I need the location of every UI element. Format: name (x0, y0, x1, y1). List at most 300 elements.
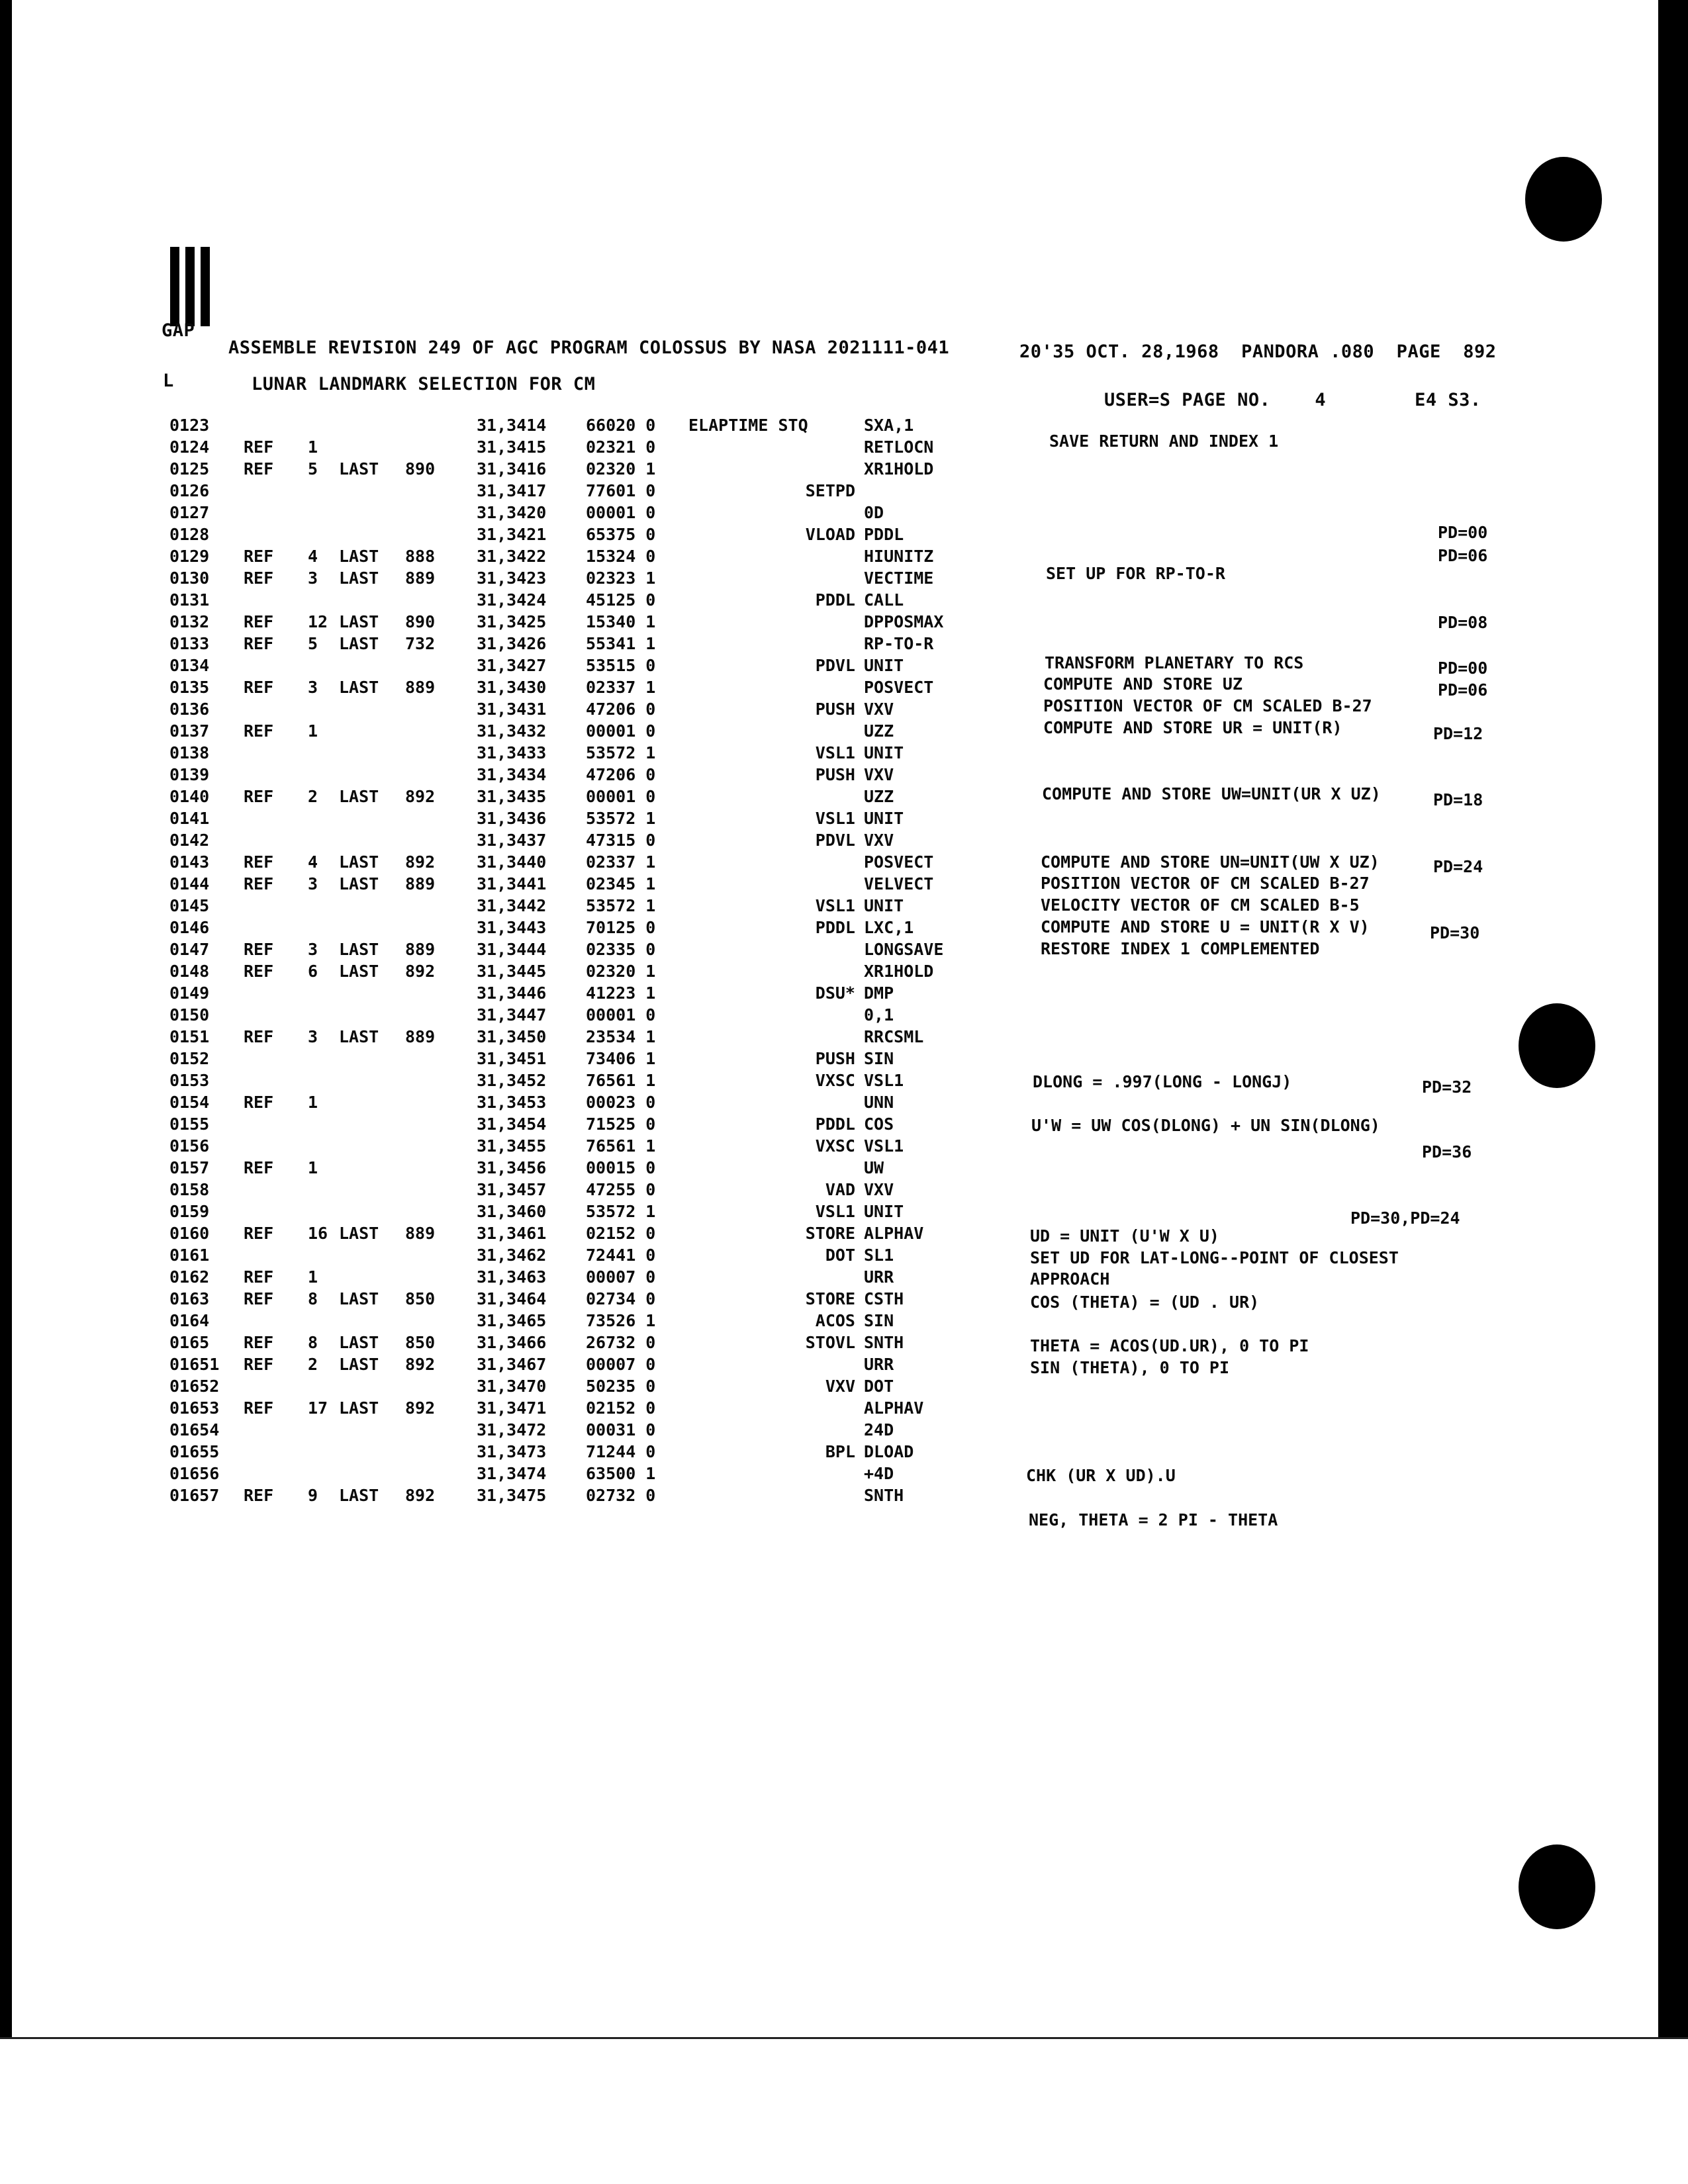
listing-row (0, 678, 980, 700)
pushdown-comment: PD=30,PD=24 (1350, 1208, 1460, 1228)
listing-row (0, 1136, 980, 1158)
listing-row (0, 503, 980, 525)
listing-ref: REF (244, 1224, 274, 1243)
listing-last: LAST (339, 634, 379, 653)
comment: SET UD FOR LAT-LONG--POINT OF CLOSEST (1030, 1248, 1399, 1267)
listing-row (0, 1398, 980, 1420)
listing-operand: SIN (864, 1311, 894, 1330)
listing-op: STOVL (805, 1333, 855, 1352)
listing-addr: 31,3416 (477, 459, 547, 478)
listing-row (0, 743, 980, 765)
listing-row (0, 416, 980, 437)
listing-row (0, 1311, 980, 1333)
listing-ref: REF (244, 962, 274, 981)
listing-row (0, 1224, 980, 1246)
listing-row (0, 787, 980, 809)
listing-op: DOT (825, 1246, 855, 1265)
listing-addr: 31,3432 (477, 721, 547, 741)
listing-op: PDDL (815, 1115, 855, 1134)
listing-ref: REF (244, 940, 274, 959)
listing-addr: 31,3440 (477, 852, 547, 872)
listing-last: LAST (339, 1398, 379, 1418)
listing-row (0, 765, 980, 787)
section-title: LUNAR LANDMARK SELECTION FOR CM (252, 374, 596, 394)
listing-op: VLOAD (805, 525, 855, 544)
listing-ref: REF (244, 437, 274, 457)
listing-word: 66020 0 (586, 416, 656, 435)
listing-last: LAST (339, 1027, 379, 1046)
listing-addr: 31,3473 (477, 1442, 547, 1461)
listing-addr: 31,3472 (477, 1420, 547, 1439)
listing-addr: 31,3455 (477, 1136, 547, 1156)
listing-refn: 8 (308, 1333, 318, 1352)
listing-addr: 31,3462 (477, 1246, 547, 1265)
listing-word: 41223 1 (586, 983, 656, 1003)
listing-word: 76561 1 (586, 1136, 656, 1156)
listing-last: LAST (339, 874, 379, 893)
listing-operand: UZZ (864, 721, 894, 741)
listing-line: 0155 (169, 1115, 210, 1134)
listing-refn: 4 (308, 852, 318, 872)
listing-lastn: 892 (405, 1398, 436, 1418)
listing-operand: DMP (864, 983, 894, 1003)
scan-edge-right (1658, 0, 1688, 2038)
listing-operand: SL1 (864, 1246, 894, 1265)
listing-addr: 31,3461 (477, 1224, 547, 1243)
listing-row (0, 896, 980, 918)
listing-last: LAST (339, 1224, 379, 1243)
listing-addr: 31,3460 (477, 1202, 547, 1221)
listing-line: 01657 (169, 1486, 220, 1505)
listing-row (0, 1464, 980, 1486)
comment: POSITION VECTOR OF CM SCALED B-27 (1043, 696, 1372, 715)
listing-row (0, 983, 980, 1005)
listing-word: 63500 1 (586, 1464, 656, 1483)
listing-line: 0123 (169, 416, 210, 435)
listing-row (0, 721, 980, 743)
listing-line: 0157 (169, 1158, 210, 1177)
listing-operand: VXV (864, 831, 894, 850)
listing-word: 71244 0 (586, 1442, 656, 1461)
listing-row (0, 700, 980, 721)
listing-op: VXV (825, 1377, 855, 1396)
listing-op: STORE (805, 1289, 855, 1308)
corner-code: GAP (162, 320, 195, 341)
listing-line: 0159 (169, 1202, 210, 1221)
listing-word: 47255 0 (586, 1180, 656, 1199)
listing-last: LAST (339, 459, 379, 478)
listing-op: DSU* (815, 983, 855, 1003)
listing-word: 00007 0 (586, 1355, 656, 1374)
listing-row (0, 918, 980, 940)
listing-line: 0127 (169, 503, 210, 522)
listing-addr: 31,3441 (477, 874, 547, 893)
listing-word: 00031 0 (586, 1420, 656, 1439)
listing-ref: REF (244, 1486, 274, 1505)
listing-op: PDDL (815, 918, 855, 937)
listing-lastn: 850 (405, 1289, 436, 1308)
listing-addr: 31,3475 (477, 1486, 547, 1505)
listing-op: PUSH (815, 1049, 855, 1068)
listing-word: 65375 0 (586, 525, 656, 544)
listing-operand: UNN (864, 1093, 894, 1112)
printer-mark (185, 247, 195, 326)
listing-row (0, 1289, 980, 1311)
listing-operand: VSL1 (864, 1071, 904, 1090)
listing-operand: ALPHAV (864, 1224, 924, 1243)
listing-lastn: 892 (405, 852, 436, 872)
listing-line: 0151 (169, 1027, 210, 1046)
listing-line: 0145 (169, 896, 210, 915)
listing-operand: VSL1 (864, 1136, 904, 1156)
listing-operand: POSVECT (864, 852, 934, 872)
listing-line: 0154 (169, 1093, 210, 1112)
comment: SAVE RETURN AND INDEX 1 (1049, 432, 1279, 451)
comment: COS (THETA) = (UD . UR) (1030, 1293, 1260, 1312)
listing-line: 01655 (169, 1442, 220, 1461)
listing-operand: DLOAD (864, 1442, 914, 1461)
listing-addr: 31,3443 (477, 918, 547, 937)
listing-addr: 31,3427 (477, 656, 547, 675)
listing-operand: UNIT (864, 656, 904, 675)
listing-operand: UNIT (864, 743, 904, 762)
listing-row (0, 569, 980, 590)
listing-ref: REF (244, 787, 274, 806)
listing-row (0, 1005, 980, 1027)
listing-refn: 3 (308, 874, 318, 893)
listing-row (0, 1158, 980, 1180)
listing-ref: REF (244, 1027, 274, 1046)
listing-row (0, 809, 980, 831)
listing-refn: 8 (308, 1289, 318, 1308)
listing-line: 0160 (169, 1224, 210, 1243)
pushdown-comment: PD=18 (1433, 790, 1483, 809)
comment: COMPUTE AND STORE UW=UNIT(UR X UZ) (1042, 784, 1381, 803)
listing-op: ACOS (815, 1311, 855, 1330)
listing-operand: CALL (864, 590, 904, 610)
listing-line: 01653 (169, 1398, 220, 1418)
listing-last: LAST (339, 569, 379, 588)
listing-line: 0163 (169, 1289, 210, 1308)
listing-row (0, 1049, 980, 1071)
listing-word: 76561 1 (586, 1071, 656, 1090)
listing-addr: 31,3436 (477, 809, 547, 828)
listing-line: 0148 (169, 962, 210, 981)
printer-mark (170, 247, 179, 326)
listing-label: ELAPTIME STQ (688, 416, 808, 435)
listing-ref: REF (244, 459, 274, 478)
listing-word: 02152 0 (586, 1224, 656, 1243)
listing-word: 47206 0 (586, 765, 656, 784)
listing-line: 0131 (169, 590, 210, 610)
listing-word: 23534 1 (586, 1027, 656, 1046)
scan-edge-bottom (0, 2037, 1688, 2039)
listing-word: 77601 0 (586, 481, 656, 500)
listing-line: 0140 (169, 787, 210, 806)
listing-line: 0149 (169, 983, 210, 1003)
listing-last: LAST (339, 852, 379, 872)
listing-operand: VXV (864, 700, 894, 719)
listing-word: 00001 0 (586, 1005, 656, 1024)
listing-row (0, 874, 980, 896)
listing-addr: 31,3421 (477, 525, 547, 544)
comment: SET UP FOR RP-TO-R (1046, 564, 1225, 583)
listing-refn: 1 (308, 437, 318, 457)
listing-addr: 31,3464 (477, 1289, 547, 1308)
listing-last: LAST (339, 787, 379, 806)
listing-operand: CSTH (864, 1289, 904, 1308)
listing-refn: 9 (308, 1486, 318, 1505)
listing-row (0, 1486, 980, 1508)
listing-line: 0125 (169, 459, 210, 478)
comment: U'W = UW COS(DLONG) + UN SIN(DLONG) (1031, 1116, 1380, 1135)
listing-refn: 1 (308, 721, 318, 741)
listing-operand: VELVECT (864, 874, 934, 893)
listing-line: 0147 (169, 940, 210, 959)
listing-line: 0135 (169, 678, 210, 697)
comment: UD = UNIT (U'W X U) (1030, 1226, 1219, 1246)
listing-refn: 3 (308, 1027, 318, 1046)
assembly-title: ASSEMBLE REVISION 249 OF AGC PROGRAM COLOSSUS BY NASA 2021111-041 (228, 338, 950, 358)
listing-line: 0133 (169, 634, 210, 653)
listing-lastn: 889 (405, 1027, 436, 1046)
listing-lastn: 732 (405, 634, 436, 653)
listing-refn: 12 (308, 612, 328, 631)
assembly-listing (0, 416, 980, 1508)
listing-word: 02323 1 (586, 569, 656, 588)
comment: POSITION VECTOR OF CM SCALED B-27 (1041, 874, 1370, 893)
listing-addr: 31,3434 (477, 765, 547, 784)
listing-row (0, 1180, 980, 1202)
listing-line: 0165 (169, 1333, 210, 1352)
listing-ref: REF (244, 1333, 274, 1352)
listing-last: LAST (339, 678, 379, 697)
listing-line: 0136 (169, 700, 210, 719)
listing-operand: POSVECT (864, 678, 934, 697)
listing-operand: RRCSML (864, 1027, 924, 1046)
listing-word: 02320 1 (586, 459, 656, 478)
listing-line: 0130 (169, 569, 210, 588)
listing-operand: COS (864, 1115, 894, 1134)
listing-operand: 24D (864, 1420, 894, 1439)
listing-row (0, 1333, 980, 1355)
listing-operand: UNIT (864, 1202, 904, 1221)
punch-hole-bottom (1519, 1844, 1595, 1929)
listing-line: 0137 (169, 721, 210, 741)
listing-ref: REF (244, 1093, 274, 1112)
listing-lastn: 890 (405, 612, 436, 631)
listing-addr: 31,3425 (477, 612, 547, 631)
listing-op: VSL1 (815, 809, 855, 828)
listing-word: 00001 0 (586, 787, 656, 806)
pushdown-comment: PD=06 (1438, 546, 1488, 565)
pushdown-comment: PD=30 (1430, 923, 1480, 942)
listing-row (0, 852, 980, 874)
listing-addr: 31,3417 (477, 481, 547, 500)
listing-operand: VXV (864, 1180, 894, 1199)
listing-addr: 31,3445 (477, 962, 547, 981)
listing-ref: REF (244, 874, 274, 893)
listing-ref: REF (244, 1398, 274, 1418)
listing-word: 00015 0 (586, 1158, 656, 1177)
listing-line: 0128 (169, 525, 210, 544)
listing-line: 0142 (169, 831, 210, 850)
listing-line: 0141 (169, 809, 210, 828)
listing-row (0, 590, 980, 612)
pushdown-comment: PD=00 (1438, 659, 1488, 678)
pushdown-comment: PD=12 (1433, 724, 1483, 743)
comment: APPROACH (1030, 1269, 1110, 1289)
listing-lastn: 850 (405, 1333, 436, 1352)
listing-word: 72441 0 (586, 1246, 656, 1265)
listing-word: 02337 1 (586, 852, 656, 872)
listing-ref: REF (244, 1267, 274, 1287)
listing-row (0, 831, 980, 852)
listing-op: BPL (825, 1442, 855, 1461)
listing-row (0, 612, 980, 634)
listing-addr: 31,3450 (477, 1027, 547, 1046)
listing-operand: SIN (864, 1049, 894, 1068)
listing-addr: 31,3463 (477, 1267, 547, 1287)
listing-lastn: 889 (405, 569, 436, 588)
comment: CHK (UR X UD).U (1026, 1466, 1176, 1485)
listing-operand: SXA,1 (864, 416, 914, 435)
listing-row (0, 634, 980, 656)
listing-operand: LXC,1 (864, 918, 914, 937)
listing-word: 53572 1 (586, 809, 656, 828)
listing-op: PDVL (815, 831, 855, 850)
listing-op: VSL1 (815, 743, 855, 762)
listing-addr: 31,3444 (477, 940, 547, 959)
listing-addr: 31,3414 (477, 416, 547, 435)
listing-addr: 31,3446 (477, 983, 547, 1003)
listing-line: 01651 (169, 1355, 220, 1374)
listing-last: LAST (339, 612, 379, 631)
listing-op: VXSC (815, 1136, 855, 1156)
listing-row (0, 1442, 980, 1464)
listing-refn: 5 (308, 459, 318, 478)
listing-refn: 4 (308, 547, 318, 566)
listing-word: 73526 1 (586, 1311, 656, 1330)
listing-operand: VECTIME (864, 569, 934, 588)
listing-row (0, 1071, 980, 1093)
listing-word: 53572 1 (586, 896, 656, 915)
listing-word: 45125 0 (586, 590, 656, 610)
listing-refn: 1 (308, 1158, 318, 1177)
pushdown-comment: PD=36 (1422, 1142, 1472, 1161)
listing-line: 0132 (169, 612, 210, 631)
listing-operand: UW (864, 1158, 884, 1177)
listing-word: 00001 0 (586, 721, 656, 741)
listing-operand: URR (864, 1267, 894, 1287)
listing-addr: 31,3431 (477, 700, 547, 719)
comment: COMPUTE AND STORE UR = UNIT(R) (1043, 718, 1342, 737)
listing-line: 0162 (169, 1267, 210, 1287)
listing-row (0, 656, 980, 678)
listing-word: 73406 1 (586, 1049, 656, 1068)
listing-lastn: 892 (405, 962, 436, 981)
listing-addr: 31,3433 (477, 743, 547, 762)
listing-line: 0143 (169, 852, 210, 872)
listing-lastn: 889 (405, 1224, 436, 1243)
listing-refn: 3 (308, 569, 318, 588)
listing-row (0, 1377, 980, 1398)
listing-addr: 31,3426 (477, 634, 547, 653)
comment: RESTORE INDEX 1 COMPLEMENTED (1041, 939, 1320, 958)
listing-lastn: 892 (405, 1355, 436, 1374)
listing-operand: RETLOCN (864, 437, 934, 457)
listing-word: 15340 1 (586, 612, 656, 631)
listing-operand: HIUNITZ (864, 547, 934, 566)
listing-addr: 31,3423 (477, 569, 547, 588)
listing-lastn: 890 (405, 459, 436, 478)
listing-line: 01656 (169, 1464, 220, 1483)
listing-lastn: 892 (405, 1486, 436, 1505)
listing-line: 0164 (169, 1311, 210, 1330)
listing-ref: REF (244, 721, 274, 741)
listing-addr: 31,3470 (477, 1377, 547, 1396)
listing-word: 02345 1 (586, 874, 656, 893)
listing-word: 55341 1 (586, 634, 656, 653)
listing-word: 26732 0 (586, 1333, 656, 1352)
listing-line: 01654 (169, 1420, 220, 1439)
listing-operand: 0D (864, 503, 884, 522)
listing-operand: DPPOSMAX (864, 612, 944, 631)
listing-operand: XR1HOLD (864, 962, 934, 981)
listing-operand: XR1HOLD (864, 459, 934, 478)
listing-line: 0124 (169, 437, 210, 457)
listing-word: 02321 0 (586, 437, 656, 457)
listing-row (0, 1093, 980, 1115)
listing-addr: 31,3451 (477, 1049, 547, 1068)
punch-hole-middle (1519, 1003, 1595, 1088)
listing-op: SETPD (805, 481, 855, 500)
listing-lastn: 892 (405, 787, 436, 806)
listing-operand: UNIT (864, 809, 904, 828)
listing-operand: SNTH (864, 1333, 904, 1352)
listing-ref: REF (244, 678, 274, 697)
comment: DLONG = .997(LONG - LONGJ) (1033, 1072, 1292, 1091)
listing-op: PDDL (815, 590, 855, 610)
listing-last: LAST (339, 547, 379, 566)
listing-line: 0158 (169, 1180, 210, 1199)
listing-lastn: 889 (405, 940, 436, 959)
listing-row (0, 1115, 980, 1136)
listing-row (0, 459, 980, 481)
listing-word: 02152 0 (586, 1398, 656, 1418)
listing-word: 00007 0 (586, 1267, 656, 1287)
listing-op: VAD (825, 1180, 855, 1199)
listing-refn: 5 (308, 634, 318, 653)
listing-addr: 31,3466 (477, 1333, 547, 1352)
comment: THETA = ACOS(UD.UR), 0 TO PI (1030, 1336, 1309, 1355)
listing-refn: 1 (308, 1093, 318, 1112)
listing-addr: 31,3474 (477, 1464, 547, 1483)
listing-operand: UNIT (864, 896, 904, 915)
listing-word: 00001 0 (586, 503, 656, 522)
listing-op: VSL1 (815, 896, 855, 915)
listing-addr: 31,3452 (477, 1071, 547, 1090)
listing-refn: 3 (308, 678, 318, 697)
listing-ref: REF (244, 547, 274, 566)
listing-row (0, 1202, 980, 1224)
listing-op: VXSC (815, 1071, 855, 1090)
listing-addr: 31,3456 (477, 1158, 547, 1177)
listing-row (0, 1420, 980, 1442)
listing-refn: 2 (308, 1355, 318, 1374)
listing-line: 0156 (169, 1136, 210, 1156)
listing-last: LAST (339, 1289, 379, 1308)
